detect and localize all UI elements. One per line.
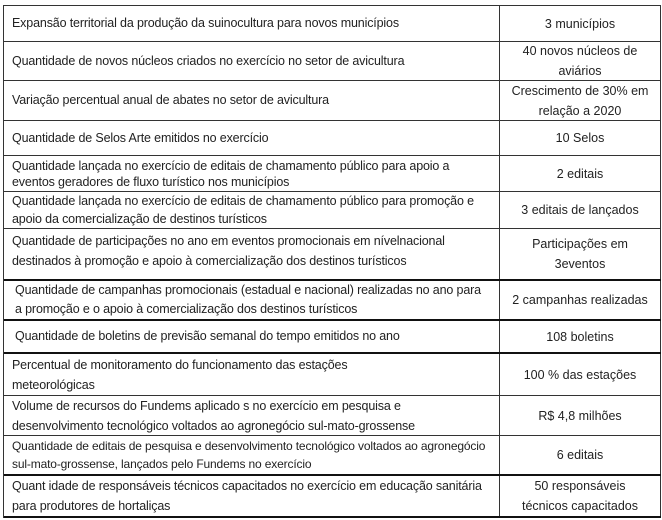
indicator-cell: Quantidade de novos núcleos criados no exercício no setor de avicultura <box>4 42 500 80</box>
target-cell: 6 editais <box>500 436 661 474</box>
target-cell: Crescimento de 30% em relação a 2020 <box>500 81 661 120</box>
table-row <box>4 81 661 121</box>
indicator-cell: Variação percentual anual de abates no setor de avicultura <box>4 81 500 120</box>
table-row <box>4 229 661 281</box>
target-cell: 3 editais de lançados <box>500 192 661 228</box>
indicator-cell: Quantidade de boletins de previsão semanal do tempo emitidos no ano <box>4 321 500 352</box>
table-row <box>4 321 661 354</box>
table-row <box>4 42 661 81</box>
indicator-cell: Quantidade lançada no exercício de editais de chamamento público para apoio a eventos geradores de fluxo turístico nos municípios <box>4 156 500 191</box>
table-row <box>4 192 661 229</box>
table-row <box>4 354 661 396</box>
target-cell: 3 municípios <box>500 6 661 41</box>
target-cell: 2 editais <box>500 156 661 191</box>
table-row <box>4 476 661 518</box>
target-cell: 108 boletins <box>500 321 661 352</box>
target-cell: 10 Selos <box>500 121 661 155</box>
table-row <box>4 121 661 156</box>
target-cell: 100 % das estações <box>500 354 661 395</box>
table-row <box>4 6 661 42</box>
table-row <box>4 396 661 436</box>
target-cell: Participações em 3eventos <box>500 229 661 279</box>
indicator-cell: Expansão territorial da produção da suinocultura para novos municípios <box>4 6 500 41</box>
indicator-cell: Volume de recursos do Fundems aplicado s no exercício em pesquisa e desenvolvimento tecnológico voltados ao agronegócio sul-mato-grossense <box>4 396 500 435</box>
table-row <box>4 436 661 476</box>
target-cell: 40 novos núcleos de aviários <box>500 42 661 80</box>
indicator-cell: Quant idade de responsáveis técnicos capacitados no exercício em educação sanitária para produtores de hortaliças <box>4 476 500 516</box>
indicator-cell: Quantidade lançada no exercício de editais de chamamento público para promoção e apoio da comercialização de destinos turísticos <box>4 192 500 228</box>
target-cell: R$ 4,8 milhões <box>500 396 661 435</box>
target-cell: 50 responsáveis técnicos capacitados <box>500 476 661 516</box>
table-row <box>4 156 661 192</box>
table-row <box>4 281 661 321</box>
indicator-cell: Quantidade de campanhas promocionais (estadual e nacional) realizadas no ano para a promoção e o apoio à comercialização dos destinos turísticos <box>4 281 500 319</box>
indicator-cell: Percentual de monitoramento do funcionamento das estações meteorológicas <box>4 354 500 395</box>
indicator-cell: Quantidade de editais de pesquisa e desenvolvimento tecnológico voltados ao agronegócio sul-mato-grossense, lançados pelo Fundems no exercício <box>4 436 500 474</box>
indicator-cell: Quantidade de Selos Arte emitidos no exercício <box>4 121 500 155</box>
indicator-cell: Quantidade de participações no ano em eventos promocionais em nívelnacional destinados à promoção e apoio à comercialização dos destinos turísticos <box>4 229 500 279</box>
indicators-table <box>3 5 661 518</box>
target-cell: 2 campanhas realizadas <box>500 281 661 319</box>
